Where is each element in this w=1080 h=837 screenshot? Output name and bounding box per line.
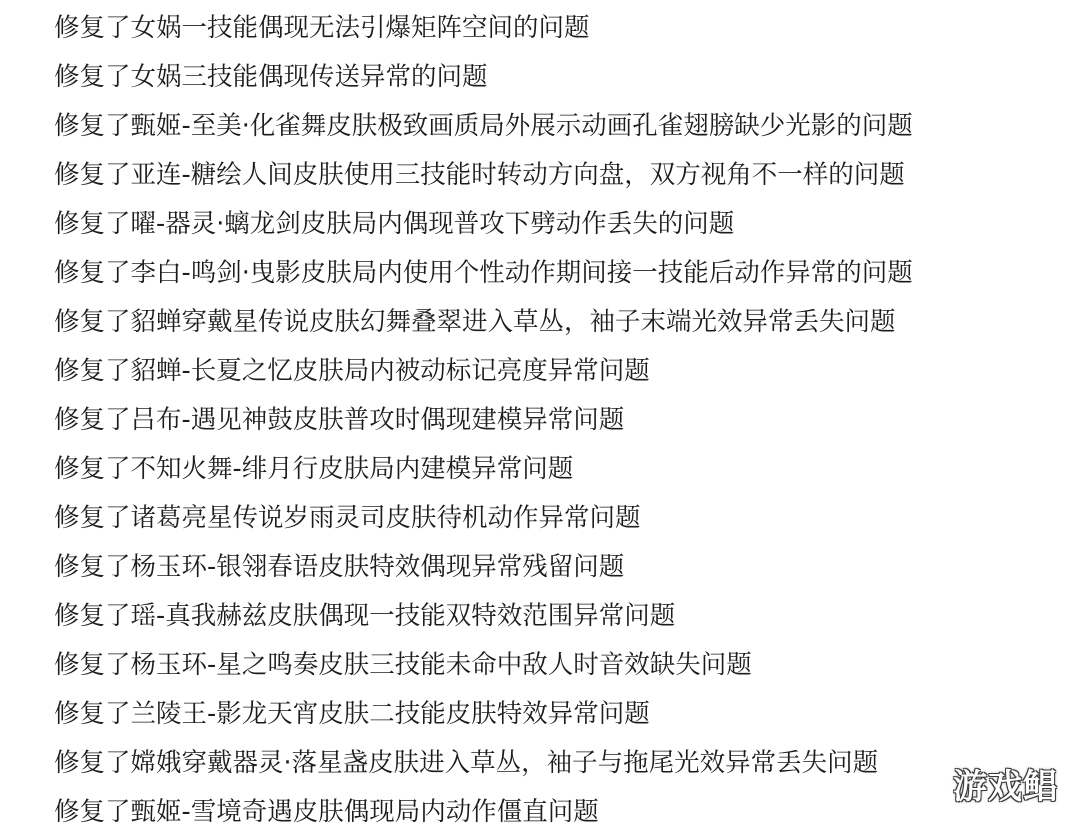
patch-note-item: 修复了貂蝉-长夏之忆皮肤局内被动标记亮度异常问题 <box>54 356 650 386</box>
patch-note-item: 修复了貂蝉穿戴星传说皮肤幻舞叠翠进入草丛，袖子末端光效异常丢失问题 <box>54 307 896 337</box>
patch-note-item: 修复了嫦娥穿戴器灵·落星盏皮肤进入草丛，袖子与拖尾光效异常丢失问题 <box>54 748 879 778</box>
patch-note-item: 修复了曜-器灵·螭龙剑皮肤局内偶现普攻下劈动作丢失的问题 <box>54 209 735 239</box>
watermark-logo: 游戏鲳 <box>953 767 1058 807</box>
patch-note-item: 修复了李白-鸣剑·曳影皮肤局内使用个性动作期间接一技能后动作异常的问题 <box>54 258 913 288</box>
patch-note-item: 修复了甄姬-雪境奇遇皮肤偶现局内动作僵直问题 <box>54 797 599 827</box>
patch-note-item: 修复了女娲三技能偶现传送异常的问题 <box>54 62 488 92</box>
patch-note-item: 修复了诸葛亮星传说岁雨灵司皮肤待机动作异常问题 <box>54 503 641 533</box>
patch-note-item: 修复了甄姬-至美·化雀舞皮肤极致画质局外展示动画孔雀翅膀缺少光影的问题 <box>54 111 913 141</box>
patch-note-item: 修复了吕布-遇见神鼓皮肤普攻时偶现建模异常问题 <box>54 405 625 435</box>
patch-notes-list <box>0 4 1080 837</box>
patch-note-item: 修复了瑶-真我赫兹皮肤偶现一技能双特效范围异常问题 <box>54 601 676 631</box>
patch-note-item: 修复了不知火舞-绯月行皮肤局内建模异常问题 <box>54 454 574 484</box>
patch-note-item: 修复了杨玉环-星之鸣奏皮肤三技能未命中敌人时音效缺失问题 <box>54 650 752 680</box>
patch-note-item: 修复了女娲一技能偶现无法引爆矩阵空间的问题 <box>54 13 590 43</box>
patch-note-item: 修复了杨玉环-银翎春语皮肤特效偶现异常残留问题 <box>54 552 625 582</box>
patch-note-item: 修复了亚连-糖绘人间皮肤使用三技能时转动方向盘，双方视角不一样的问题 <box>54 160 905 190</box>
patch-note-item: 修复了兰陵王-影龙天宵皮肤二技能皮肤特效异常问题 <box>54 699 650 729</box>
